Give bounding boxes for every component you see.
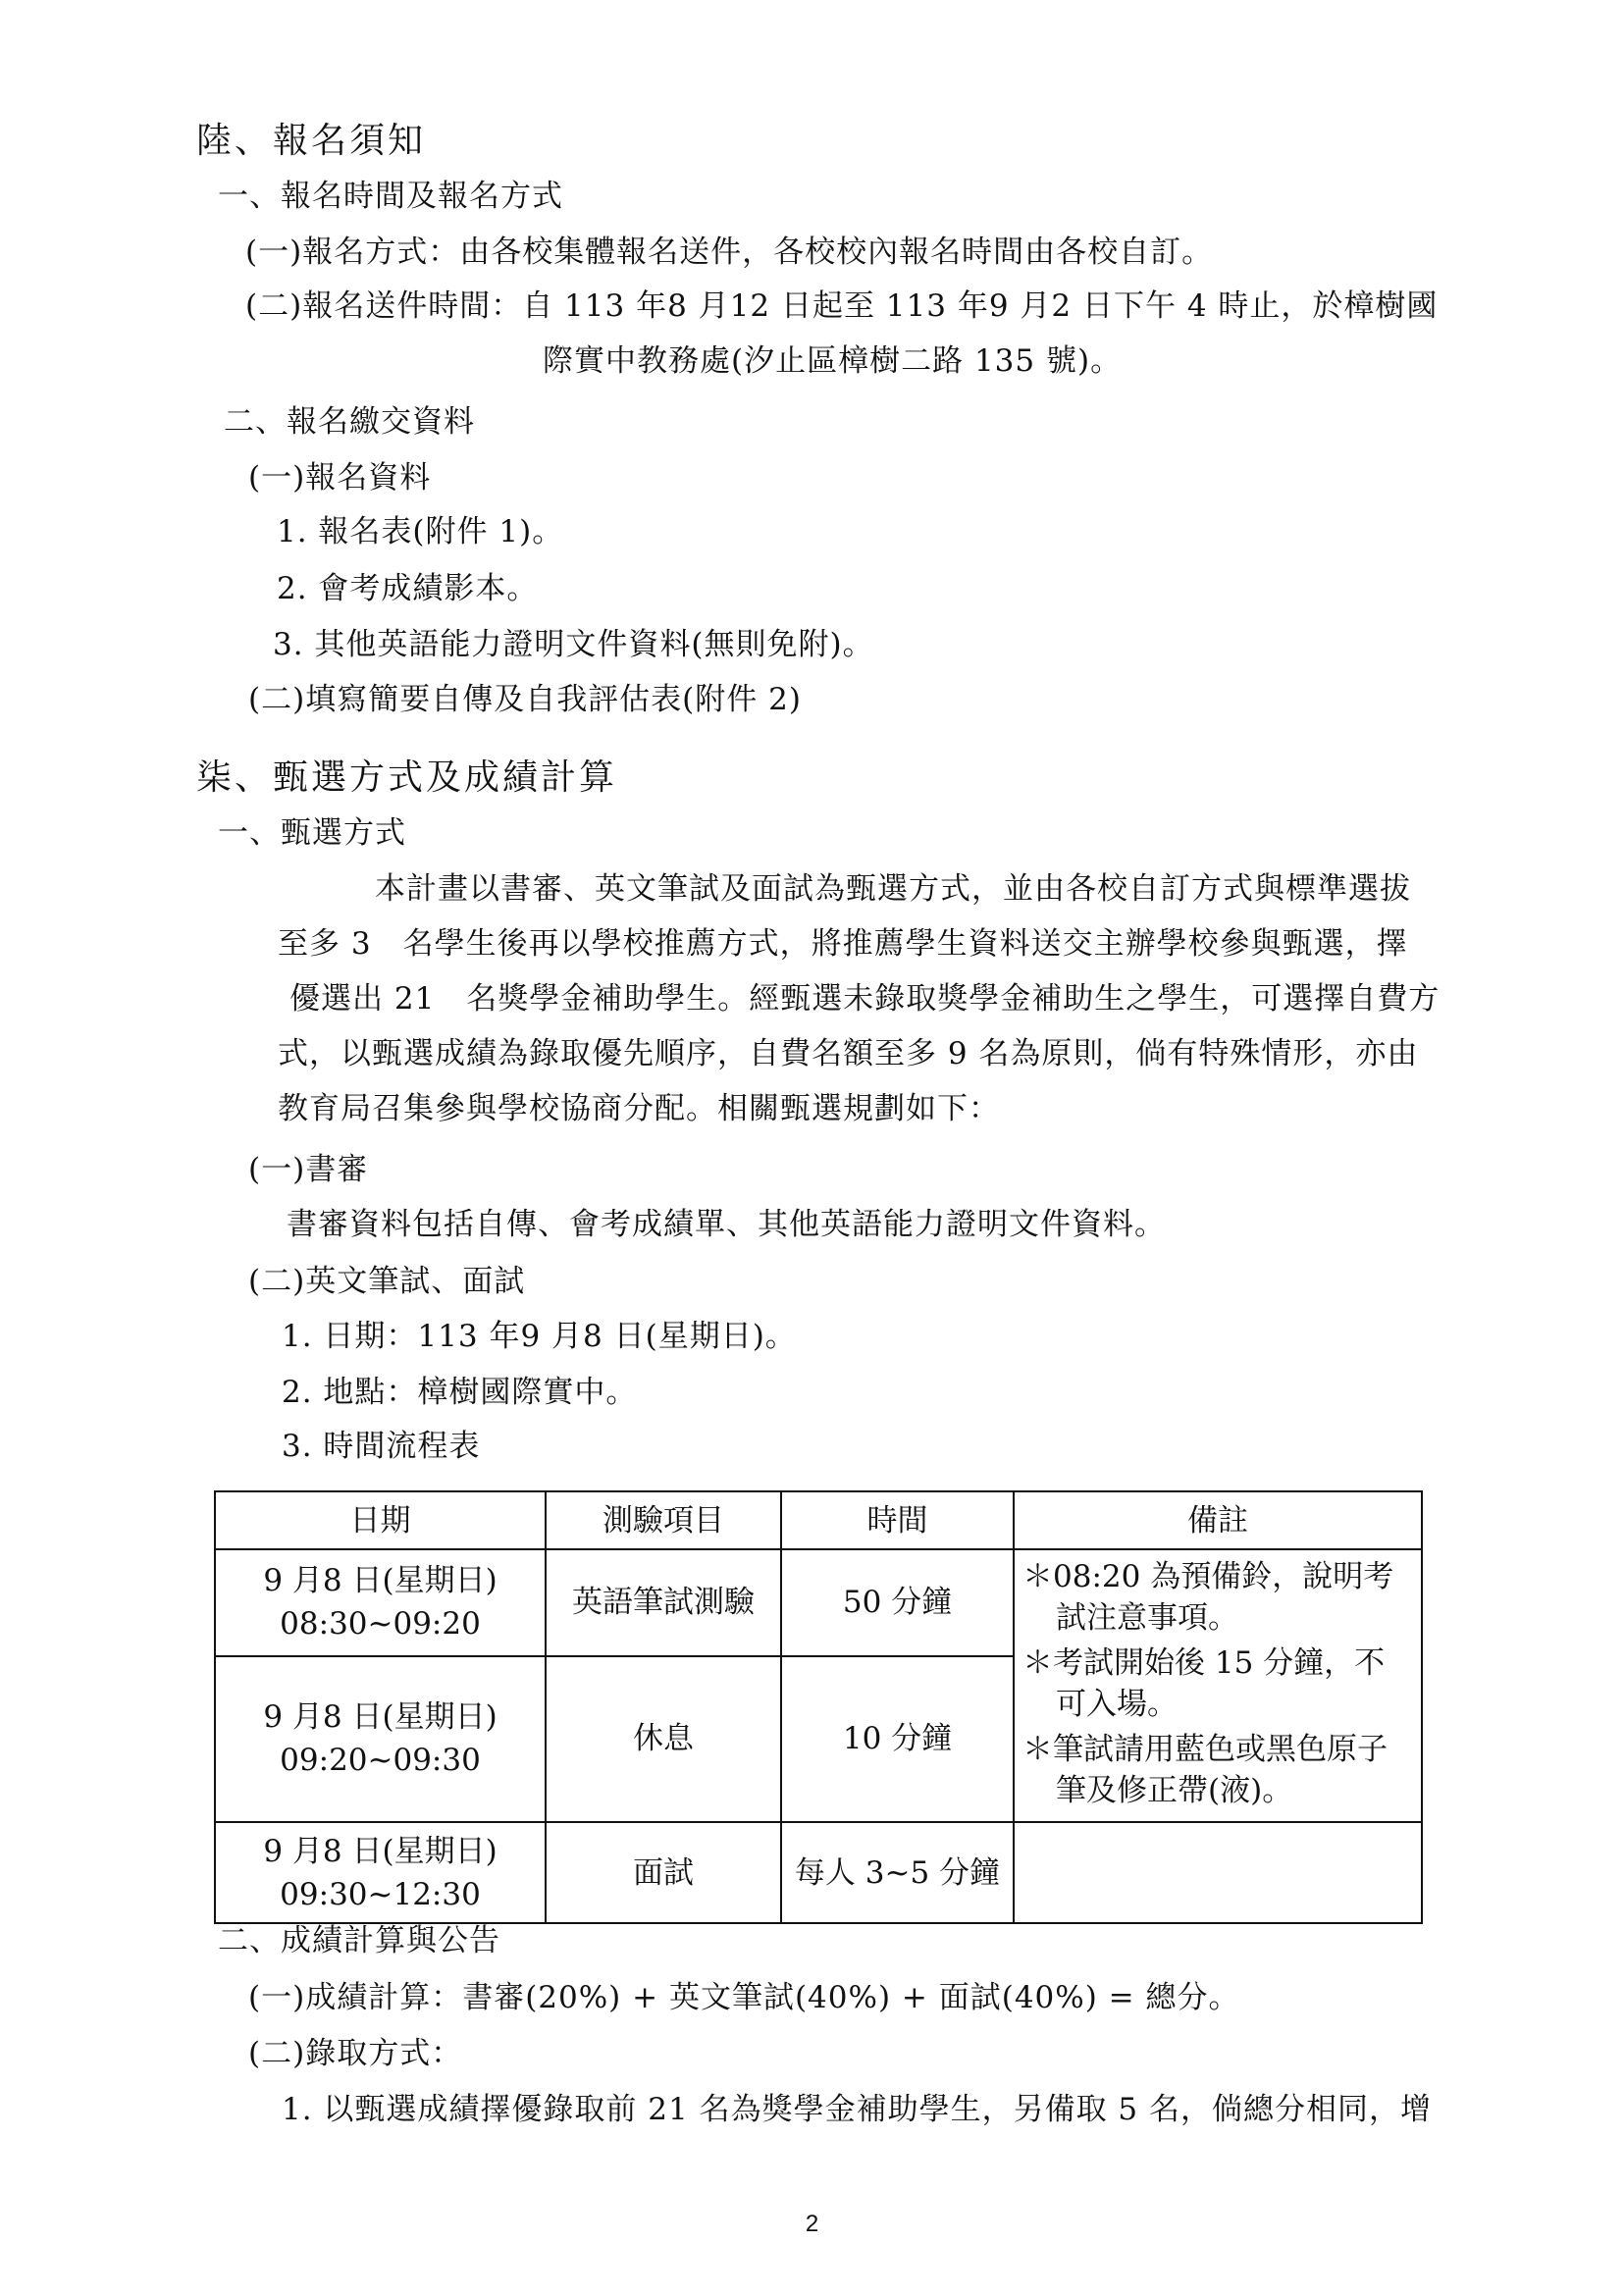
table-header: 測驗項目 (546, 1491, 781, 1549)
note-text: ＊考試開始後 15 分鐘，不可入場。 (1022, 1645, 1386, 1722)
section-7-item-1-2-1: 1. 日期：113 年9 月8 日(星期日)。 (282, 1319, 797, 1354)
section-7-item-2-2: (二)錄取方式： (248, 2036, 463, 2071)
date-cell (215, 1656, 546, 1822)
date-text: 9 月8 日(星期日) (263, 1563, 498, 1599)
section-7-item-1-1: (一)書審 (248, 1152, 369, 1187)
duration-cell: 每人 3~5 分鐘 (781, 1822, 1014, 1923)
table-row (215, 1549, 1422, 1656)
item-cell: 休息 (546, 1656, 781, 1822)
section-7-item-1-1-text: 書審資料包括自傳、會考成績單、其他英語能力證明文件資料。 (287, 1207, 1166, 1242)
date-text: 9 月8 日(星期日) (263, 1833, 498, 1869)
section-6-item-1: 一、報名時間及報名方式 (218, 179, 563, 214)
time-range-text: 09:20~09:30 (280, 1743, 481, 1779)
section-7-item-1-2-2: 2. 地點：樟樹國際實中。 (282, 1375, 638, 1410)
schedule-table (214, 1490, 1423, 1924)
table-header: 日期 (215, 1491, 546, 1549)
date-cell (215, 1822, 546, 1923)
section-6-title: 陸、報名須知 (196, 121, 427, 161)
paragraph-line-3: 優選出 21 名獎學金補助學生。經甄選未錄取獎學金補助生之學生，可選擇自費方 (289, 981, 1441, 1017)
note-text: ＊筆試請用藍色或黑色原子筆及修正帶(液)。 (1022, 1732, 1388, 1808)
page-number: 2 (805, 2211, 819, 2237)
item-cell: 面試 (546, 1822, 781, 1923)
paragraph-line-4: 式，以甄選成績為錄取優先順序，自費名額至多 9 名為原則，倘有特殊情形，亦由 (278, 1036, 1419, 1071)
section-6-item-1-2-cont: 際實中教務處(汐止區樟樹二路 135 號)。 (543, 343, 1123, 379)
duration-cell: 10 分鐘 (781, 1656, 1014, 1822)
section-6-item-2-1: (一)報名資料 (248, 460, 432, 496)
paragraph-line-2: 至多 3 名學生後再以學校推薦方式，將推薦學生資料送交主辦學校參與甄選，擇 (278, 926, 1408, 962)
section-6-item-2-1-2: 2. 會考成績影本。 (277, 571, 539, 606)
paragraph-line-5: 教育局召集參與學校協商分配。相關甄選規劃如下： (278, 1091, 1000, 1126)
notes-cell (1014, 1549, 1422, 1822)
section-7-item-2: 二、成績計算與公告 (218, 1923, 500, 1958)
section-7-item-1-2: (二)英文筆試、面試 (248, 1264, 526, 1299)
section-6-item-1-1: (一)報名方式：由各校集體報名送件，各校校內報名時間由各校自訂。 (245, 235, 1214, 270)
section-7-item-2-2-1: 1. 以甄選成績擇優錄取前 21 名為獎學金補助學生，另備取 5 名，倘總分相同，增 (282, 2092, 1433, 2127)
date-text: 9 月8 日(星期日) (263, 1699, 498, 1736)
section-6-item-2: 二、報名繳交資料 (224, 404, 475, 440)
time-range-text: 09:30~12:30 (280, 1876, 481, 1912)
section-7-item-2-1: (一)成績計算：書審(20%) + 英文筆試(40%) + 面試(40%) = 總分。 (248, 1980, 1240, 2015)
section-7-title: 柒、甄選方式及成績計算 (196, 757, 618, 798)
table-header: 備註 (1014, 1491, 1422, 1549)
section-6-item-2-2: (二)填寫簡要自傳及自我評估表(附件 2) (248, 682, 802, 717)
section-7-item-1: 一、甄選方式 (218, 815, 406, 851)
table-header-row (215, 1491, 1422, 1549)
table-row (215, 1822, 1422, 1923)
duration-cell: 50 分鐘 (781, 1549, 1014, 1656)
section-6-item-1-2: (二)報名送件時間：自 113 年8 月12 日起至 113 年9 月2 日下午 4 時止，於樟樹國 (245, 288, 1439, 324)
section-6-item-2-1-1: 1. 報名表(附件 1)。 (277, 514, 564, 549)
section-6-item-2-1-3: 3. 其他英語能力證明文件資料(無則免附)。 (273, 627, 874, 662)
empty-notes-cell (1014, 1822, 1422, 1923)
table-header: 時間 (781, 1491, 1014, 1549)
section-7-item-1-2-3: 3. 時間流程表 (282, 1429, 481, 1464)
item-cell: 英語筆試測驗 (546, 1549, 781, 1656)
paragraph-line-1: 本計畫以書審、英文筆試及面試為甄選方式，並由各校自訂方式與標準選拔 (375, 871, 1411, 907)
time-range-text: 08:30~09:20 (280, 1606, 481, 1643)
note-text: ＊08:20 為預備鈴，說明考試注意事項。 (1022, 1559, 1394, 1636)
date-cell (215, 1549, 546, 1656)
